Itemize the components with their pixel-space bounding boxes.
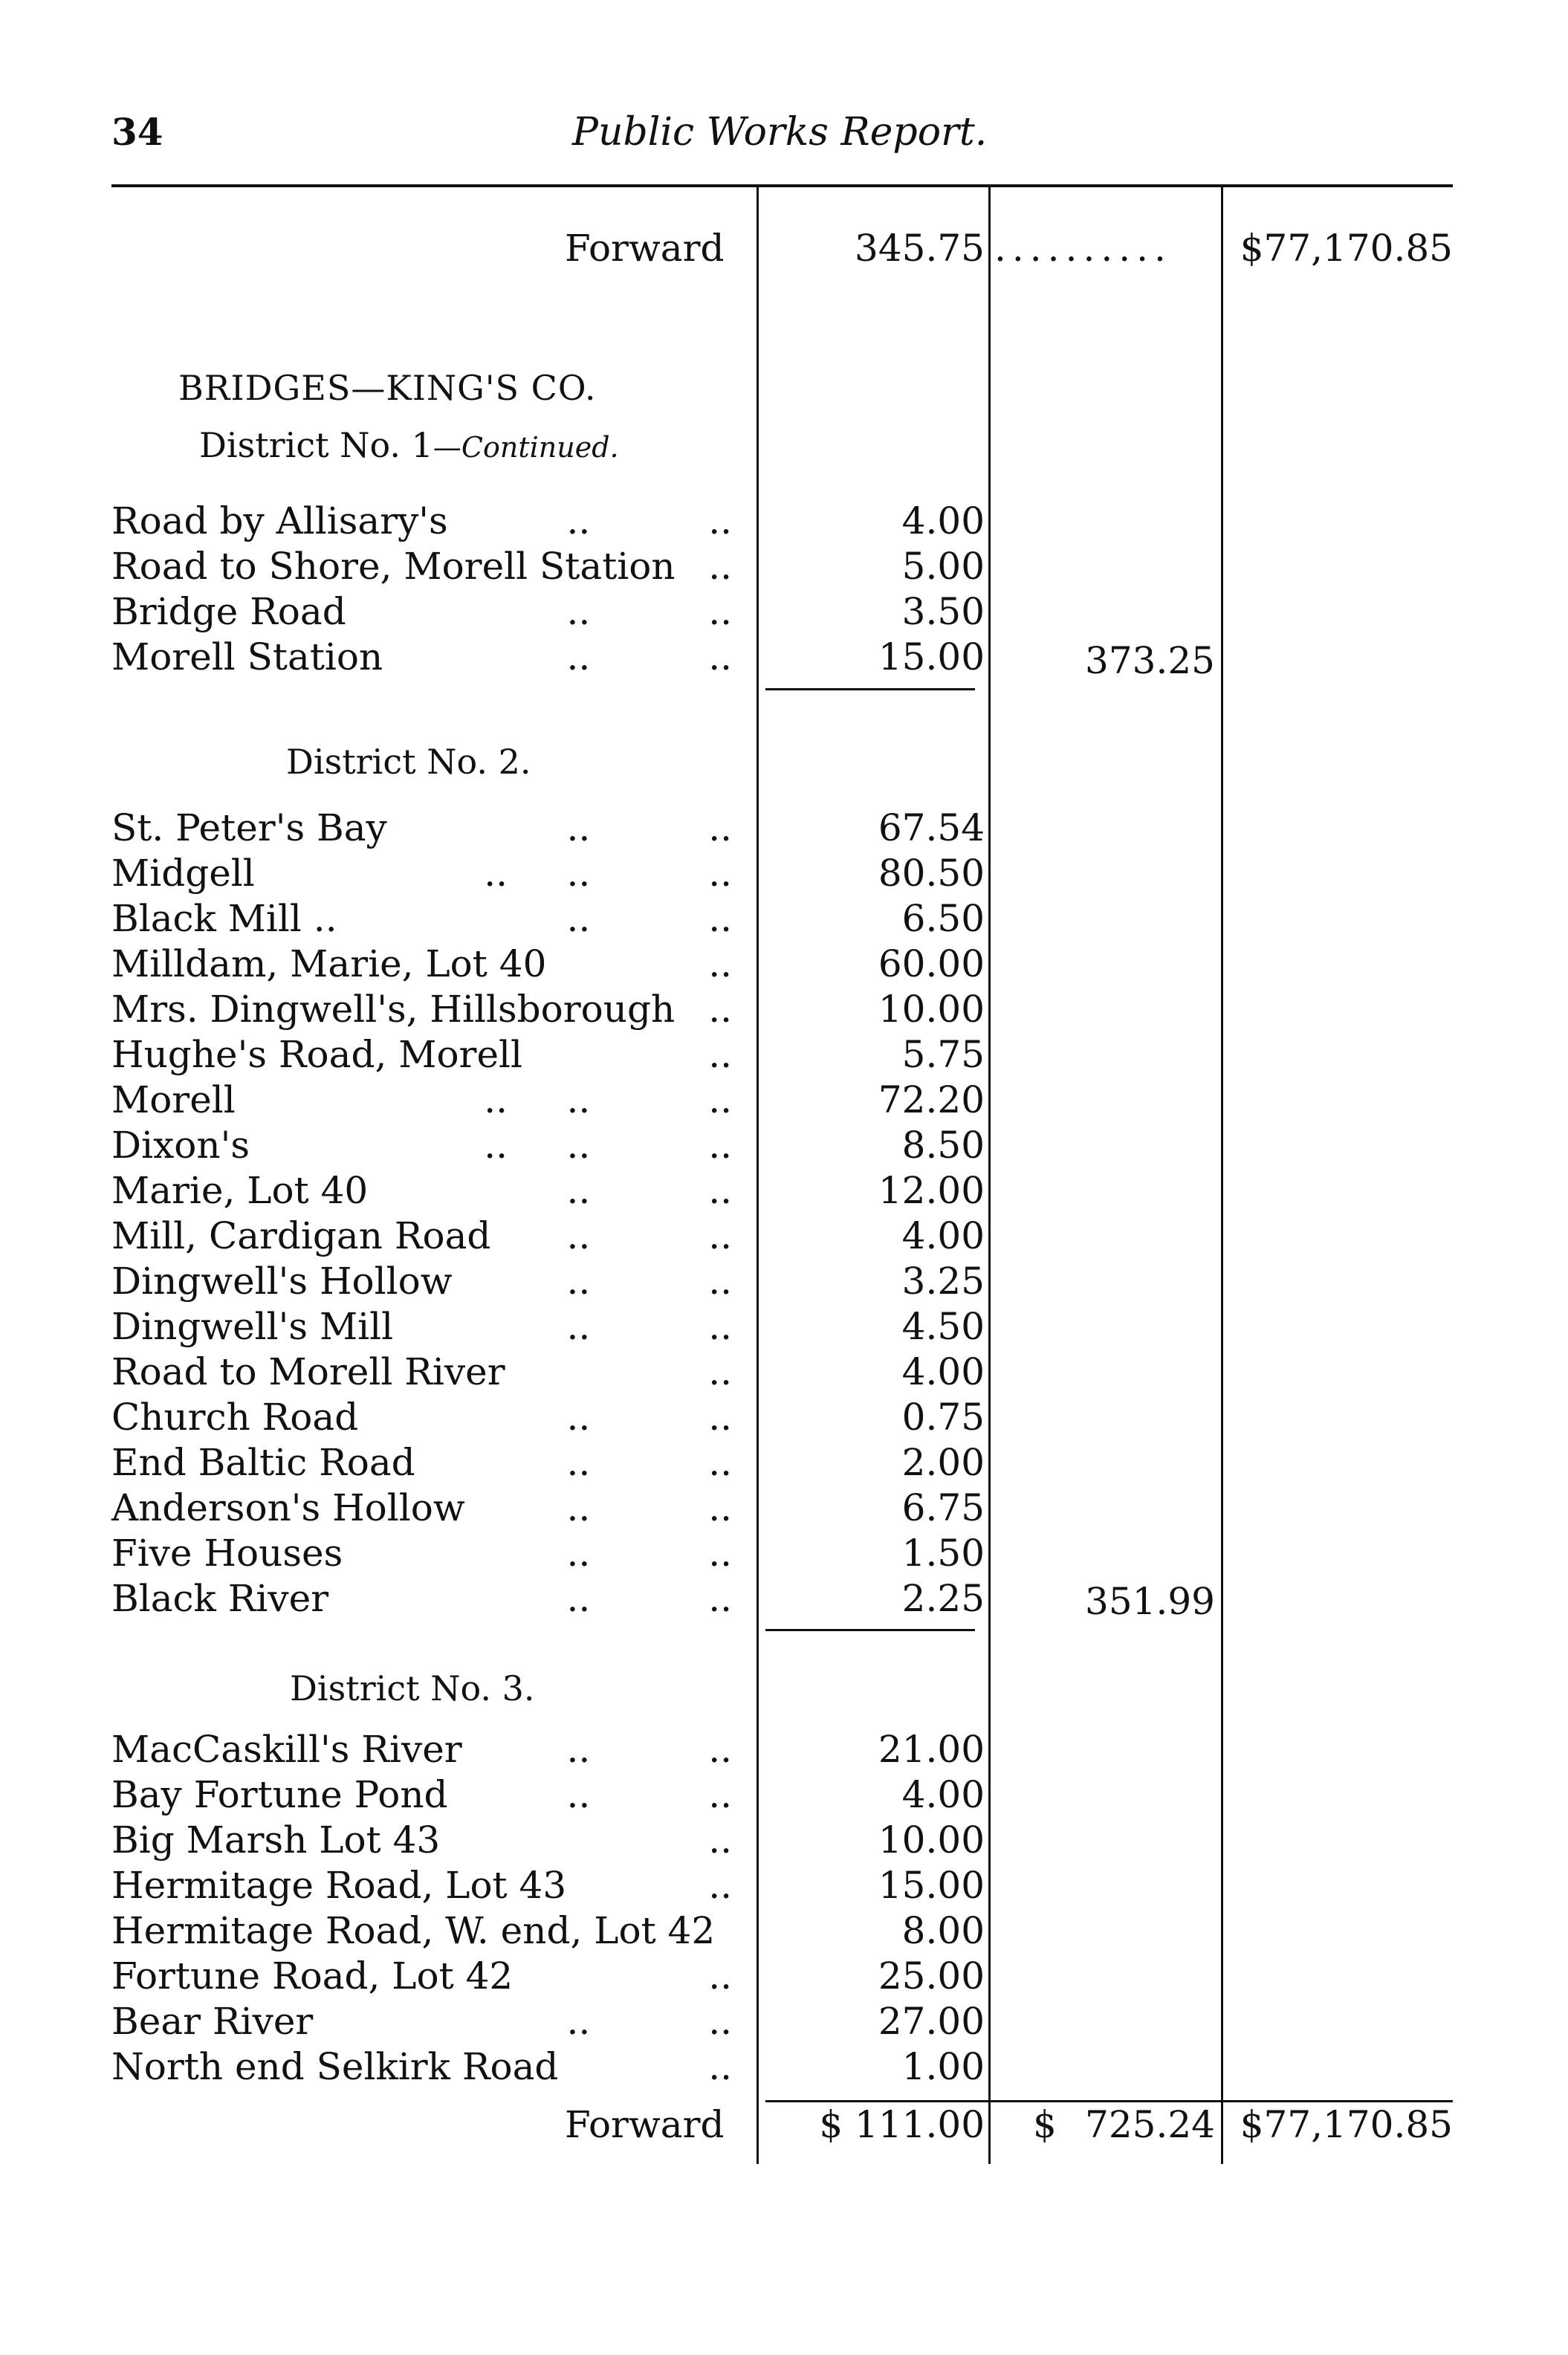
ledger-item-name: Church Road (111, 1396, 359, 1439)
page-number: 34 (111, 110, 163, 154)
ledger-item-leader: .. .. .. (484, 1124, 732, 1167)
ledger-item-leader: .. .. (566, 2000, 732, 2043)
ledger-item-amount: 80.50 (878, 852, 985, 895)
column-rule-2 (988, 187, 991, 2164)
district-1-subtotal: 373.25 (1085, 639, 1215, 682)
ledger-item-name: Mrs. Dingwell's, Hillsborough (111, 988, 676, 1031)
ledger-item-amount: 5.00 (901, 545, 985, 588)
ledger-item-leader: .. (708, 942, 732, 985)
ledger-item-amount: 25.00 (878, 1954, 985, 1998)
ledger-item-leader: .. .. (566, 590, 732, 633)
ledger-item-amount: 3.50 (901, 590, 985, 633)
ledger-item-name: Hermitage Road, W. end, Lot 42 (111, 1909, 716, 1952)
ledger-item-leader: .. .. (566, 1486, 732, 1529)
ledger-item-name: Black Mill .. (111, 897, 337, 940)
ledger-item-name: Morell (111, 1078, 236, 1121)
ledger-item-name: Dingwell's Mill (111, 1305, 394, 1348)
ledger-item-name: Road to Morell River (111, 1350, 505, 1393)
column-rule-1 (757, 187, 759, 2164)
ledger-item-amount: 6.75 (901, 1486, 985, 1529)
ledger-item-name: Hermitage Road, Lot 43 (111, 1864, 567, 1907)
ledger-item-amount: 4.00 (901, 1214, 985, 1257)
district-1-rule (765, 688, 975, 690)
ledger-item-leader: .. .. (566, 1260, 732, 1303)
ledger-item-leader: .. .. (566, 1728, 732, 1771)
ledger-item-amount: 15.00 (878, 635, 985, 678)
ledger-item-amount: 2.25 (901, 1577, 985, 1620)
ledger-item-name: MacCaskill's River (111, 1728, 462, 1771)
ledger-item-leader: .. (708, 1350, 732, 1393)
forward-bottom-col2-sign: $ (1033, 2103, 1057, 2146)
ledger-item-leader: .. (708, 988, 732, 1031)
ledger-item-leader: .. .. (566, 499, 732, 542)
ledger-item-amount: 12.00 (878, 1169, 985, 1212)
ledger-item-leader: .. .. (566, 635, 732, 678)
forward-top-col1: 345.75 (855, 227, 985, 270)
forward-bottom-rule (765, 2100, 1453, 2102)
ledger-item-leader: .. .. (566, 1396, 732, 1439)
forward-top-col3: $77,170.85 (1240, 227, 1453, 270)
district-1-title (199, 425, 619, 465)
ledger-item-amount: 1.00 (901, 2045, 985, 2088)
ledger-item-amount: 1.50 (901, 1532, 985, 1575)
ledger-item-amount: 6.50 (901, 897, 985, 940)
ledger-item-name: Mill, Cardigan Road (111, 1214, 491, 1257)
ledger-item-leader: .. .. (566, 1214, 732, 1257)
ledger-item-leader: .. .. (566, 1169, 732, 1212)
ledger-item-name: Fortune Road, Lot 42 (111, 1954, 514, 1998)
ledger-item-name: Dixon's (111, 1124, 250, 1167)
ledger-item-name: Morell Station (111, 635, 383, 678)
ledger-item-leader: .. (708, 545, 732, 588)
ledger-item-leader: .. .. (566, 1305, 732, 1348)
ledger-item-leader: .. (708, 1818, 732, 1862)
ledger-item-name: Road to Shore, Morell Station (111, 545, 676, 588)
forward-bottom-col3: $77,170.85 (1240, 2103, 1453, 2146)
district-2-subtotal: 351.99 (1085, 1580, 1215, 1623)
ledger-item-amount: 15.00 (878, 1864, 985, 1907)
forward-top-label: Forward (565, 227, 725, 270)
ledger-item-amount: 10.00 (878, 1818, 985, 1862)
ledger-item-leader: .. .. (566, 1577, 732, 1620)
district-title-suffix: —Continued. (433, 431, 619, 464)
ledger-item-amount: 4.50 (901, 1305, 985, 1348)
column-rule-3 (1221, 187, 1223, 2164)
district-2-rule (765, 1629, 975, 1631)
ledger-item-leader: .. (708, 1954, 732, 1998)
section-title: BRIDGES—KING'S CO. (178, 368, 597, 408)
ledger-item-leader: .. .. (566, 806, 732, 849)
ledger-item-amount: 3.25 (901, 1260, 985, 1303)
ledger-item-name: Big Marsh Lot 43 (111, 1818, 441, 1862)
ledger-item-amount: 0.75 (901, 1396, 985, 1439)
ledger-item-name: End Baltic Road (111, 1441, 415, 1484)
ledger-item-amount: 67.54 (878, 806, 985, 849)
forward-top-leader: .......... (994, 227, 1172, 270)
ledger-item-name: Hughe's Road, Morell (111, 1033, 523, 1076)
ledger-item-name: St. Peter's Bay (111, 806, 387, 849)
ledger-item-leader: .. .. (566, 897, 732, 940)
ledger-item-amount: 10.00 (878, 988, 985, 1031)
ledger-item-name: Bay Fortune Pond (111, 1773, 448, 1816)
ledger-item-amount: 4.00 (901, 1350, 985, 1393)
ledger-item-amount: 4.00 (901, 1773, 985, 1816)
ledger-item-leader: .. (708, 1033, 732, 1076)
ledger-item-name: Marie, Lot 40 (111, 1169, 369, 1212)
forward-bottom-col1: $ 111.00 (819, 2103, 985, 2146)
header-rule (111, 184, 1453, 187)
ledger-item-leader: .. .. (566, 1441, 732, 1484)
ledger-item-name: Five Houses (111, 1532, 343, 1575)
ledger-item-amount: 72.20 (878, 1078, 985, 1121)
ledger-item-name: Midgell (111, 852, 255, 895)
forward-bottom-col2: 725.24 (1085, 2103, 1215, 2146)
ledger-item-name: Milldam, Marie, Lot 40 (111, 942, 547, 985)
ledger-item-leader: .. .. .. (484, 1078, 732, 1121)
ledger-item-name: Anderson's Hollow (111, 1486, 465, 1529)
ledger-item-amount: 27.00 (878, 2000, 985, 2043)
running-title: Public Works Report. (572, 110, 988, 155)
ledger-item-leader: .. .. (566, 1532, 732, 1575)
district-3-title: District No. 3. (290, 1668, 535, 1708)
ledger-item-amount: 4.00 (901, 499, 985, 542)
ledger-item-leader: .. (708, 1864, 732, 1907)
ledger-item-name: Dingwell's Hollow (111, 1260, 453, 1303)
forward-bottom-label: Forward (565, 2103, 725, 2146)
ledger-item-name: Black River (111, 1577, 329, 1620)
district-2-title: District No. 2. (286, 742, 531, 782)
district-title-text: District No. 1 (199, 425, 433, 465)
ledger-item-name: Bear River (111, 2000, 314, 2043)
ledger-item-amount: 5.75 (901, 1033, 985, 1076)
ledger-item-leader: .. .. .. (484, 852, 732, 895)
ledger-item-amount: 8.50 (901, 1124, 985, 1167)
ledger-item-amount: 8.00 (901, 1909, 985, 1952)
ledger-item-leader: .. .. (566, 1773, 732, 1816)
ledger-item-name: North end Selkirk Road (111, 2045, 559, 2088)
ledger-item-amount: 21.00 (878, 1728, 985, 1771)
ledger-item-name: Bridge Road (111, 590, 346, 633)
ledger-item-amount: 60.00 (878, 942, 985, 985)
ledger-item-amount: 2.00 (901, 1441, 985, 1484)
ledger-item-name: Road by Allisary's (111, 499, 448, 542)
ledger-item-leader: .. (708, 2045, 732, 2088)
